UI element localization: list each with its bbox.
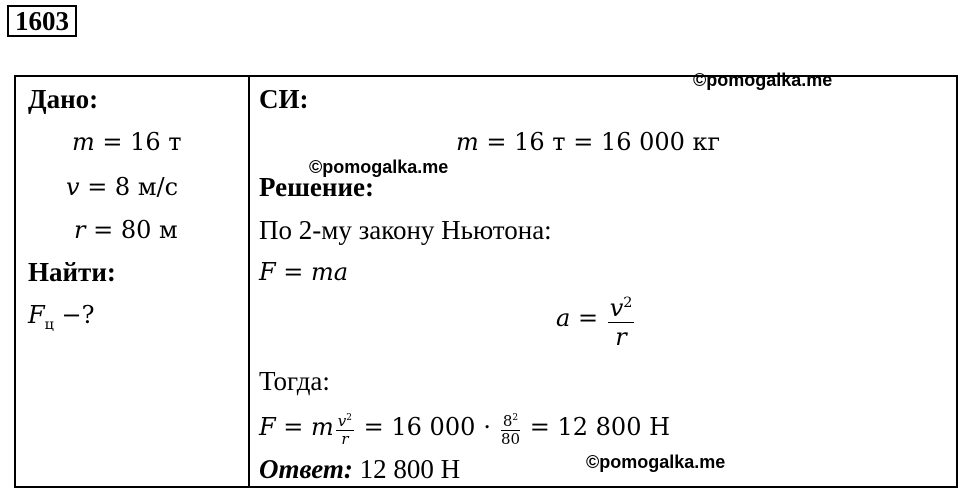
find-heading: Найти: [28,257,116,287]
then-label: Тогда: [259,366,330,396]
newton-law-intro: По 2-му закону Ньютона: [259,215,552,245]
given-heading: Дано: [28,84,99,114]
find-value: $F_ц$ −? [28,301,95,333]
solution-heading: Решение: [259,172,374,202]
column-divider [248,77,250,486]
fraction-v2-over-r: $\frac{v^2}{r}$ [608,289,635,351]
problem-number: 1603 [7,5,77,37]
given-mass: m = 16 т [72,128,182,156]
given-velocity: v = 8 м/с [66,173,179,201]
si-conversion: m = 16 т = 16 000 кг [456,128,721,156]
equation-acceleration: a = $\frac{v^2}{r}$ [556,288,636,351]
answer: Ответ: 12 800 Н [259,454,461,484]
equation-final: F = m $\frac{v^2}{r}$ = 16 000 ⋅ $\frac{8^2}{80}$ = 12 800 Н [259,411,671,448]
fraction-8sq-over-80: $\frac{8^2}{80}$ [500,411,521,448]
watermark-middle: ©pomogalka.me [309,157,449,177]
fraction-v2-over-r-inline: $\frac{v^2}{r}$ [337,411,353,448]
solution-table [14,70,958,488]
given-radius: r = 80 м [74,216,178,244]
watermark-bottom: ©pomogalka.me [586,452,726,472]
equation-f-ma: F = ma [259,258,349,286]
si-heading: СИ: [259,84,309,114]
watermark-top: ©pomogalka.me [693,70,833,90]
